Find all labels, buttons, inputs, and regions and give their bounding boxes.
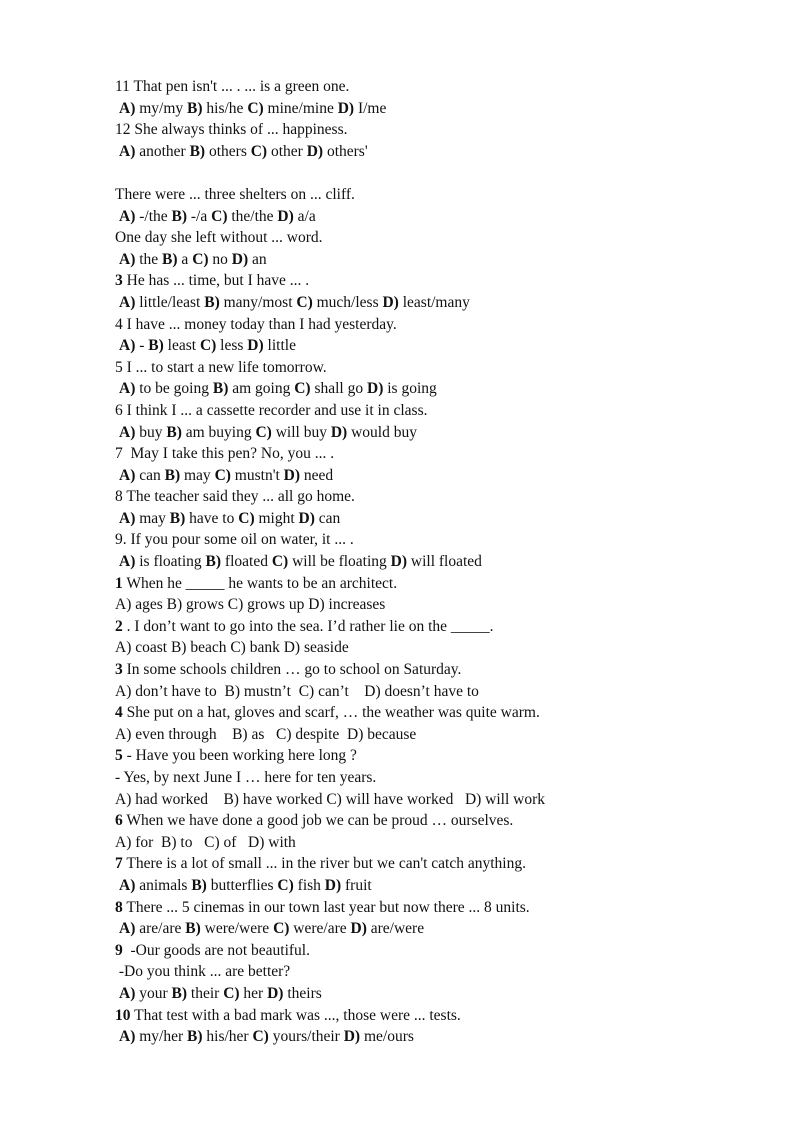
question-text: 9. If you pour some oil on water, it ... . (115, 531, 354, 549)
option-text: others' (323, 142, 368, 160)
option-letter: C) (199, 337, 217, 355)
option-text: need (300, 466, 334, 484)
question-text: She put on a hat, gloves and scarf, … the weather was quite warm. (122, 704, 540, 722)
line-text: A) had worked B) have worked C) will have worked D) will work (115, 790, 546, 808)
option-letter: A) (119, 337, 136, 355)
question-line (115, 1005, 755, 1027)
option-text: yours/their (268, 1028, 344, 1046)
option-text: may (180, 466, 215, 484)
line-text: A) don’t have to B) mustn’t C) can’t D) doesn’t have to (115, 682, 479, 700)
line-text: A) for B) to C) of D) with (115, 833, 296, 851)
option-letter: D) (330, 423, 348, 441)
option-letter: C) (250, 142, 268, 160)
option-letter: C) (271, 553, 289, 571)
question-number: 10 (115, 1006, 131, 1024)
option-letter: C) (252, 1028, 269, 1046)
options-line (115, 551, 755, 573)
line-text: -Do you think ... are better? (115, 963, 291, 981)
option-letter: A) (119, 466, 136, 484)
question-number: 8 (115, 898, 123, 916)
worksheet-text (115, 76, 755, 1048)
plain-line (115, 767, 755, 789)
option-letter: D) (298, 509, 315, 527)
options-line (115, 465, 755, 487)
option-text: animals (135, 876, 192, 894)
option-letter: D) (343, 1028, 361, 1046)
option-letter: D) (277, 207, 294, 225)
option-letter: D) (390, 553, 408, 571)
option-letter: B) (205, 553, 222, 571)
question-line (115, 745, 755, 767)
plain-line (115, 681, 755, 703)
option-letter: C) (247, 99, 264, 117)
option-letter: A) (119, 423, 136, 441)
option-letter: C) (296, 293, 313, 311)
question-line (115, 400, 755, 422)
question-line (115, 897, 755, 919)
option-text: floated (221, 553, 272, 571)
plain-line (115, 724, 755, 746)
option-text: fruit (341, 876, 372, 894)
option-text: is going (383, 380, 437, 398)
line-text: A) even through B) as C) despite D) because (115, 725, 417, 743)
question-line (115, 702, 755, 724)
option-letter: B) (187, 1028, 203, 1046)
option-text: were/are (289, 920, 351, 938)
option-text: another (135, 142, 190, 160)
option-text: their (187, 984, 224, 1002)
question-text: There ... 5 cinemas in our town last year but now there ... 8 units. (122, 898, 530, 916)
option-text: least/many (398, 293, 470, 311)
option-letter: A) (119, 553, 136, 571)
question-text: In some schools children … go to school on Saturday. (122, 661, 462, 679)
option-letter: C) (277, 876, 294, 894)
option-text: mustn't (230, 466, 284, 484)
blank-line (115, 162, 755, 184)
question-text: He has ... time, but I have ... . (122, 272, 310, 290)
option-letter: B) (169, 509, 186, 527)
question-text: 5 I ... to start a new life tomorrow. (115, 358, 327, 376)
option-text: me/ours (360, 1028, 414, 1046)
options-line (115, 206, 755, 228)
option-text: -/the (135, 207, 172, 225)
options-line (115, 875, 755, 897)
option-text: will floated (407, 553, 482, 571)
question-number: 6 (115, 812, 123, 830)
question-line (115, 573, 755, 595)
option-text: his/he (202, 99, 248, 117)
option-letter: D) (231, 250, 249, 268)
question-text: 11 That pen isn't ... . ... is a green one. (115, 78, 350, 95)
option-text: I/me (354, 99, 387, 117)
option-letter: A) (119, 99, 136, 117)
plain-line (115, 961, 755, 983)
option-letter: B) (189, 142, 206, 160)
option-text: are/were (366, 920, 425, 938)
option-text: butterflies (206, 876, 278, 894)
question-line (115, 119, 755, 141)
question-number: 7 (115, 855, 123, 873)
option-letter: C) (255, 423, 272, 441)
question-text: - Have you been working here long ? (122, 747, 357, 765)
question-text: That test with a bad mark was ..., those were ... tests. (130, 1006, 461, 1024)
line-text: A) coast B) beach C) bank D) seaside (115, 639, 349, 657)
option-letter: D) (350, 920, 367, 938)
option-text: others (205, 142, 251, 160)
option-text: much/less (312, 293, 383, 311)
question-text: 12 She always thinks of ... happiness. (115, 121, 348, 139)
option-letter: B) (204, 293, 220, 311)
option-text: many/most (219, 293, 297, 311)
option-text: shall go (310, 380, 367, 398)
options-line (115, 292, 755, 314)
option-letter: A) (119, 984, 136, 1002)
option-letter: D) (324, 876, 342, 894)
plain-line (115, 594, 755, 616)
question-line (115, 659, 755, 681)
question-line (115, 184, 755, 206)
plain-line (115, 789, 755, 811)
option-letter: A) (119, 380, 136, 398)
option-letter: C) (211, 207, 228, 225)
question-line (115, 853, 755, 875)
option-letter: D) (283, 466, 301, 484)
option-letter: D) (367, 380, 384, 398)
option-text: his/her (202, 1028, 253, 1046)
question-text: When we have done a good job we can be proud … ourselves. (122, 812, 514, 830)
question-number: 3 (115, 661, 123, 679)
option-letter: D) (382, 293, 399, 311)
option-text: no (208, 250, 232, 268)
question-line (115, 529, 755, 551)
options-line (115, 983, 755, 1005)
options-line (115, 422, 755, 444)
plain-line (115, 832, 755, 854)
question-text: There were ... three shelters on ... cliff. (115, 185, 355, 203)
option-text: a (177, 250, 193, 268)
option-letter: D) (247, 337, 264, 355)
option-letter: B) (162, 250, 178, 268)
option-text: least (163, 337, 200, 355)
option-letter: C) (214, 466, 231, 484)
option-text: will be floating (288, 553, 391, 571)
question-line (115, 270, 755, 292)
line-text: - Yes, by next June I … here for ten years. (115, 769, 377, 786)
option-letter: A) (119, 1028, 136, 1046)
question-text: 8 The teacher said they ... all go home. (115, 488, 355, 506)
question-number: 3 (115, 272, 123, 290)
option-letter: B) (171, 207, 188, 225)
option-letter: A) (119, 250, 136, 268)
question-line (115, 314, 755, 336)
option-letter: B) (148, 337, 164, 355)
option-letter: A) (119, 293, 136, 311)
option-text: are/are (135, 920, 186, 938)
option-text: other (267, 142, 307, 160)
options-line (115, 98, 755, 120)
question-number: 4 (115, 704, 123, 722)
question-line (115, 616, 755, 638)
option-text: were/were (200, 920, 274, 938)
option-text: buy (135, 423, 167, 441)
option-letter: B) (166, 423, 182, 441)
question-line (115, 443, 755, 465)
option-letter: A) (119, 920, 136, 938)
option-text: may (135, 509, 170, 527)
option-letter: D) (337, 99, 355, 117)
question-line (115, 227, 755, 249)
options-line (115, 249, 755, 271)
option-letter: C) (192, 250, 209, 268)
option-text: would buy (347, 423, 417, 441)
plain-line (115, 637, 755, 659)
option-text: have to (185, 509, 239, 527)
question-text: 4 I have ... money today than I had yesterday. (115, 315, 397, 333)
option-text: your (135, 984, 172, 1002)
option-text: an (248, 250, 267, 268)
question-text: . I don’t want to go into the sea. I’d rather lie on the _____. (122, 617, 494, 635)
options-line (115, 141, 755, 163)
option-letter: B) (171, 984, 188, 1002)
option-letter: B) (187, 99, 203, 117)
question-number: 5 (115, 747, 123, 765)
option-text: my/her (135, 1028, 188, 1046)
options-line (115, 1026, 755, 1048)
option-letter: A) (119, 207, 136, 225)
question-line (115, 76, 755, 98)
options-line (115, 918, 755, 940)
option-text: is floating (135, 553, 206, 571)
question-line (115, 940, 755, 962)
option-text: to be going (135, 380, 213, 398)
option-text: theirs (283, 984, 322, 1002)
option-letter: A) (119, 876, 136, 894)
option-text: - (135, 337, 149, 355)
option-text: little/least (135, 293, 205, 311)
option-text: can (135, 466, 165, 484)
options-line (115, 508, 755, 530)
question-number: 9 (115, 941, 123, 959)
option-letter: D) (306, 142, 324, 160)
question-text: One day she left without ... word. (115, 229, 323, 247)
option-text: my/my (135, 99, 188, 117)
option-text: less (216, 337, 248, 355)
option-letter: C) (273, 920, 290, 938)
option-letter: B) (212, 380, 229, 398)
option-letter: C) (223, 984, 240, 1002)
option-text: little (263, 337, 296, 355)
question-text: 7 May I take this pen? No, you ... . (115, 445, 335, 463)
option-letter: C) (238, 509, 255, 527)
option-text: her (239, 984, 268, 1002)
question-line (115, 810, 755, 832)
option-text: -/a (187, 207, 212, 225)
question-line (115, 357, 755, 379)
option-letter: A) (119, 142, 136, 160)
option-text: can (314, 509, 341, 527)
question-number: 2 (115, 617, 123, 635)
option-text: fish (293, 876, 325, 894)
option-letter: B) (191, 876, 207, 894)
option-letter: C) (294, 380, 311, 398)
line-text: A) ages B) grows C) grows up D) increases (115, 596, 386, 614)
option-text: mine/mine (263, 99, 338, 117)
option-text: the/the (227, 207, 278, 225)
question-text: -Our goods are not beautiful. (122, 941, 310, 959)
option-letter: D) (267, 984, 284, 1002)
options-line (115, 335, 755, 357)
option-text: am buying (181, 423, 256, 441)
question-text: 6 I think I ... a cassette recorder and use it in class. (115, 401, 428, 419)
option-text: might (254, 509, 299, 527)
question-text: When he _____ he wants to be an architect. (122, 574, 398, 592)
option-text: will buy (271, 423, 331, 441)
option-letter: B) (164, 466, 181, 484)
option-text: the (135, 250, 163, 268)
option-letter: A) (119, 509, 136, 527)
question-text: There is a lot of small ... in the river but we can't catch anything. (122, 855, 526, 873)
options-line (115, 378, 755, 400)
option-text: am going (228, 380, 295, 398)
option-letter: B) (185, 920, 201, 938)
question-line (115, 486, 755, 508)
option-text: a/a (293, 207, 316, 225)
question-number: 1 (115, 574, 123, 592)
